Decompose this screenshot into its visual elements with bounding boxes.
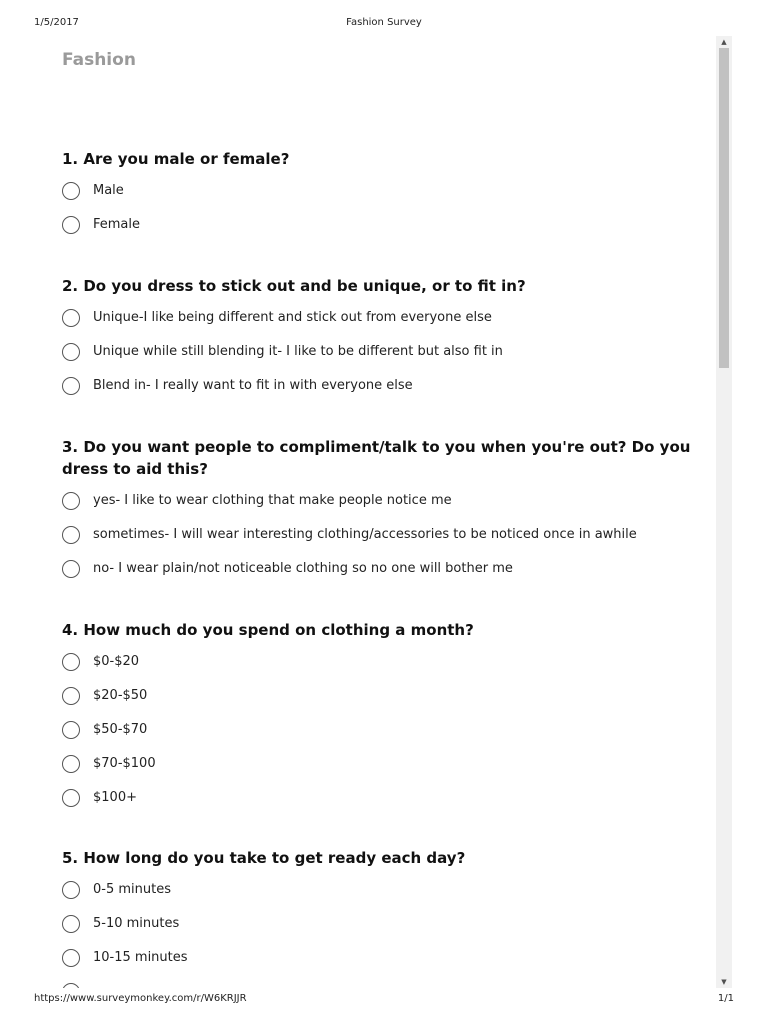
- print-url: https://www.surveymonkey.com/r/W6KRJJR: [34, 993, 247, 1004]
- question-3: [62, 436, 702, 589]
- options-group: [62, 487, 702, 589]
- option-label[interactable]: Unique while still blending it- I like to be different but also fit in: [93, 344, 503, 359]
- option-0-5-minutes[interactable]: [62, 876, 702, 910]
- option-partially-visible[interactable]: [62, 978, 702, 988]
- option-unique-blending[interactable]: [62, 338, 702, 372]
- radio-button[interactable]: [62, 915, 80, 933]
- option-label[interactable]: 5-10 minutes: [93, 916, 180, 931]
- question-1: [62, 148, 702, 245]
- option-label[interactable]: $50-$70: [93, 722, 148, 737]
- option-label[interactable]: Female: [93, 217, 141, 232]
- option-unique[interactable]: [62, 304, 702, 338]
- radio-button[interactable]: [62, 182, 80, 200]
- option-label[interactable]: Male: [93, 183, 124, 198]
- question-title: 2. Do you dress to stick out and be unique, or to fit in?: [62, 277, 526, 295]
- option-label[interactable]: 0-5 minutes: [93, 882, 171, 897]
- radio-button[interactable]: [62, 492, 80, 510]
- radio-button[interactable]: [62, 721, 80, 739]
- option-female[interactable]: [62, 211, 702, 245]
- option-label[interactable]: $0-$20: [93, 654, 140, 669]
- option-blend-in[interactable]: [62, 372, 702, 406]
- scroll-up-arrow-icon[interactable]: ▲: [721, 38, 727, 46]
- option-label[interactable]: $20-$50: [93, 688, 148, 703]
- option-label[interactable]: no- I wear plain/not noticeable clothing so no one will bother me: [93, 561, 513, 576]
- radio-button[interactable]: [62, 343, 80, 361]
- question-title: 1. Are you male or female?: [62, 150, 290, 168]
- question-title: 3. Do you want people to compliment/talk to you when you're out? Do you dress to aid this?: [62, 438, 691, 478]
- survey-viewport: [34, 36, 732, 988]
- radio-button[interactable]: [62, 687, 80, 705]
- radio-button[interactable]: [62, 983, 80, 988]
- print-header: [34, 17, 734, 31]
- print-document-title: Fashion Survey: [346, 17, 422, 28]
- vertical-scrollbar[interactable]: [716, 36, 732, 988]
- radio-button[interactable]: [62, 309, 80, 327]
- question-4: [62, 619, 702, 818]
- question-title: 5. How long do you take to get ready each day?: [62, 849, 466, 867]
- question-title: 4. How much do you spend on clothing a month?: [62, 621, 474, 639]
- options-group: [62, 876, 702, 988]
- option-20-50[interactable]: [62, 682, 702, 716]
- scroll-thumb[interactable]: [719, 48, 729, 368]
- radio-button[interactable]: [62, 881, 80, 899]
- option-10-15-minutes[interactable]: [62, 944, 702, 978]
- option-label[interactable]: 10-15 minutes: [93, 950, 188, 965]
- option-0-20[interactable]: [62, 648, 702, 682]
- option-50-70[interactable]: [62, 716, 702, 750]
- radio-button[interactable]: [62, 653, 80, 671]
- options-group: [62, 648, 702, 818]
- print-date: 1/5/2017: [34, 17, 79, 28]
- option-100-plus[interactable]: [62, 784, 702, 818]
- question-2: [62, 275, 702, 406]
- option-sometimes[interactable]: [62, 521, 702, 555]
- radio-button[interactable]: [62, 949, 80, 967]
- options-group: [62, 304, 702, 406]
- radio-button[interactable]: [62, 216, 80, 234]
- print-page-number: 1/1: [717, 993, 734, 1004]
- radio-button[interactable]: [62, 755, 80, 773]
- option-label[interactable]: Unique-I like being different and stick out from everyone else: [93, 310, 492, 325]
- option-label[interactable]: Blend in- I really want to fit in with everyone else: [93, 378, 413, 393]
- option-no[interactable]: [62, 555, 702, 589]
- option-label[interactable]: $100+: [93, 790, 137, 805]
- scroll-down-arrow-icon[interactable]: ▼: [721, 978, 727, 986]
- option-5-10-minutes[interactable]: [62, 910, 702, 944]
- radio-button[interactable]: [62, 377, 80, 395]
- print-footer: [34, 993, 734, 1007]
- option-yes[interactable]: [62, 487, 702, 521]
- survey-title: Fashion: [62, 50, 136, 70]
- question-5: [62, 847, 702, 988]
- option-label[interactable]: $70-$100: [93, 756, 156, 771]
- radio-button[interactable]: [62, 560, 80, 578]
- option-label[interactable]: sometimes- I will wear interesting clothing/accessories to be noticed once in awhile: [93, 527, 637, 542]
- options-group: [62, 177, 702, 245]
- radio-button[interactable]: [62, 789, 80, 807]
- option-male[interactable]: [62, 177, 702, 211]
- radio-button[interactable]: [62, 526, 80, 544]
- option-70-100[interactable]: [62, 750, 702, 784]
- option-label[interactable]: yes- I like to wear clothing that make people notice me: [93, 493, 452, 508]
